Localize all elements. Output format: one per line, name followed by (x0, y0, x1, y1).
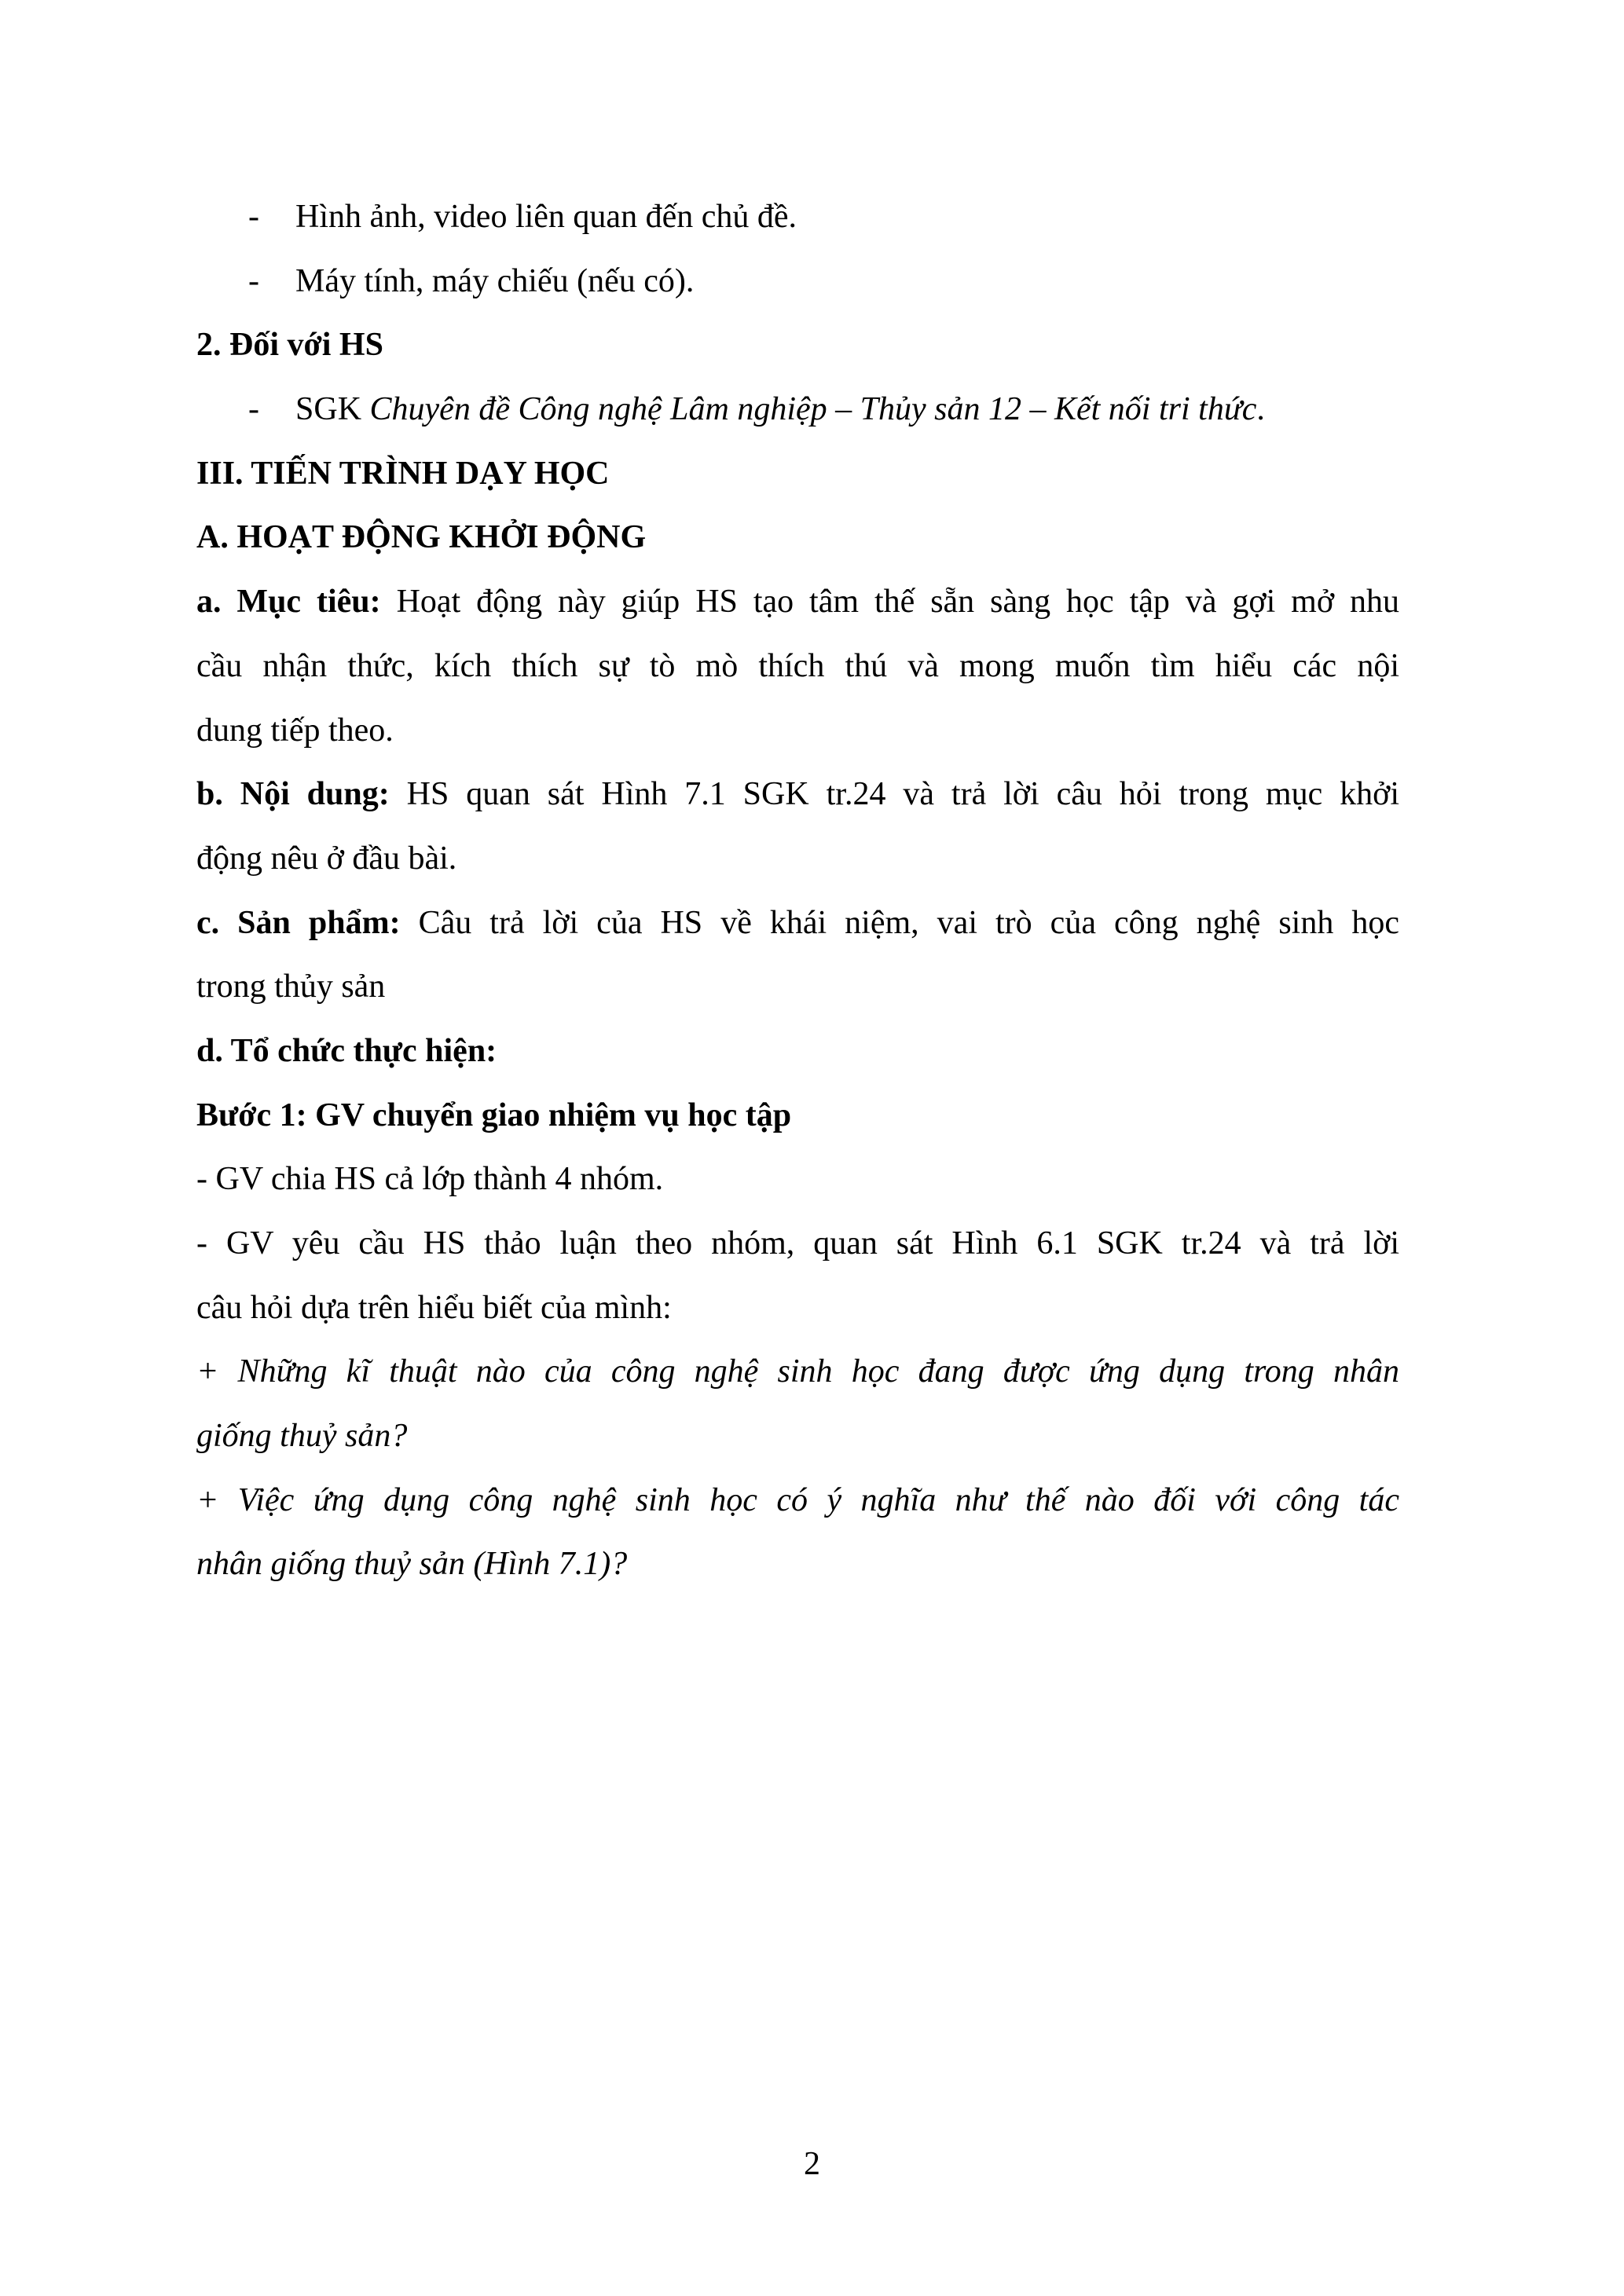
section-heading: 2. Đối với HS (196, 327, 383, 364)
objective-line: dung tiếp theo. (196, 712, 394, 749)
question-line: giống thuỷ sản? (196, 1418, 408, 1455)
content-line: động nêu ở đầu bài. (196, 840, 457, 877)
content-line (196, 763, 1399, 827)
question-line: + Những kĩ thuật nào của công nghệ sinh học đang được ứng dụng trong nhân (196, 1353, 1399, 1390)
activity-heading: A. HOẠT ĐỘNG KHỞI ĐỘNG (196, 519, 647, 556)
list-item-text: Máy tính, máy chiếu (nếu có). (295, 262, 695, 299)
objective-text: Hoạt động này giúp HS tạo tâm thế sẵn sàng học tập và gợi mở nhu (380, 584, 1399, 621)
punctuation: . (1256, 391, 1265, 428)
content-text: HS quan sát Hình 7.1 SGK tr.24 và trả lời câu hỏi trong mục khởi (389, 776, 1399, 813)
product-label: c. Sản phẩm: (196, 904, 401, 941)
section-heading: III. TIẾN TRÌNH DẠY HỌC (196, 455, 610, 492)
organization-label: d. Tổ chức thực hiện: (196, 1032, 497, 1069)
objective-line (196, 570, 1399, 635)
question-line: + Việc ứng dụng công nghệ sinh học có ý nghĩa như thế nào đối với công tác (196, 1481, 1399, 1518)
list-item (196, 378, 1399, 442)
product-line: trong thủy sản (196, 969, 386, 1005)
objective-label: a. Mục tiêu: (196, 584, 381, 621)
page-number: 2 (804, 2146, 820, 2182)
step-line: - GV yêu cầu HS thảo luận theo nhóm, quan sát Hình 6.1 SGK tr.24 và trả lời (196, 1225, 1399, 1262)
question-line: nhân giống thuỷ sản (Hình 7.1)? (196, 1546, 628, 1583)
product-line (196, 892, 1399, 956)
product-text: Câu trả lời của HS về khái niệm, vai trò của công nghệ sinh học (400, 904, 1399, 941)
content-label: b. Nội dung: (196, 776, 390, 813)
list-item (196, 250, 1399, 314)
document-body (196, 185, 1399, 1597)
textbook-title: Chuyên đề Công nghệ Lâm nghiệp – Thủy sản 12 – Kết nối tri thức (369, 391, 1257, 428)
step-line: câu hỏi dựa trên hiểu biết của mình: (196, 1289, 672, 1326)
step-heading: Bước 1: GV chuyển giao nhiệm vụ học tập (196, 1097, 792, 1133)
list-item (196, 185, 1399, 250)
list-item-text: SGK (295, 391, 370, 428)
objective-line: cầu nhận thức, kích thích sự tò mò thích thú và mong muốn tìm hiểu các nội (196, 647, 1399, 684)
bullet-dash: - (248, 391, 259, 428)
list-item-text: Hình ảnh, video liên quan đến chủ đề. (295, 199, 797, 235)
bullet-dash: - (248, 262, 259, 299)
step-line: - GV chia HS cả lớp thành 4 nhóm. (196, 1161, 664, 1198)
bullet-dash: - (248, 199, 259, 235)
